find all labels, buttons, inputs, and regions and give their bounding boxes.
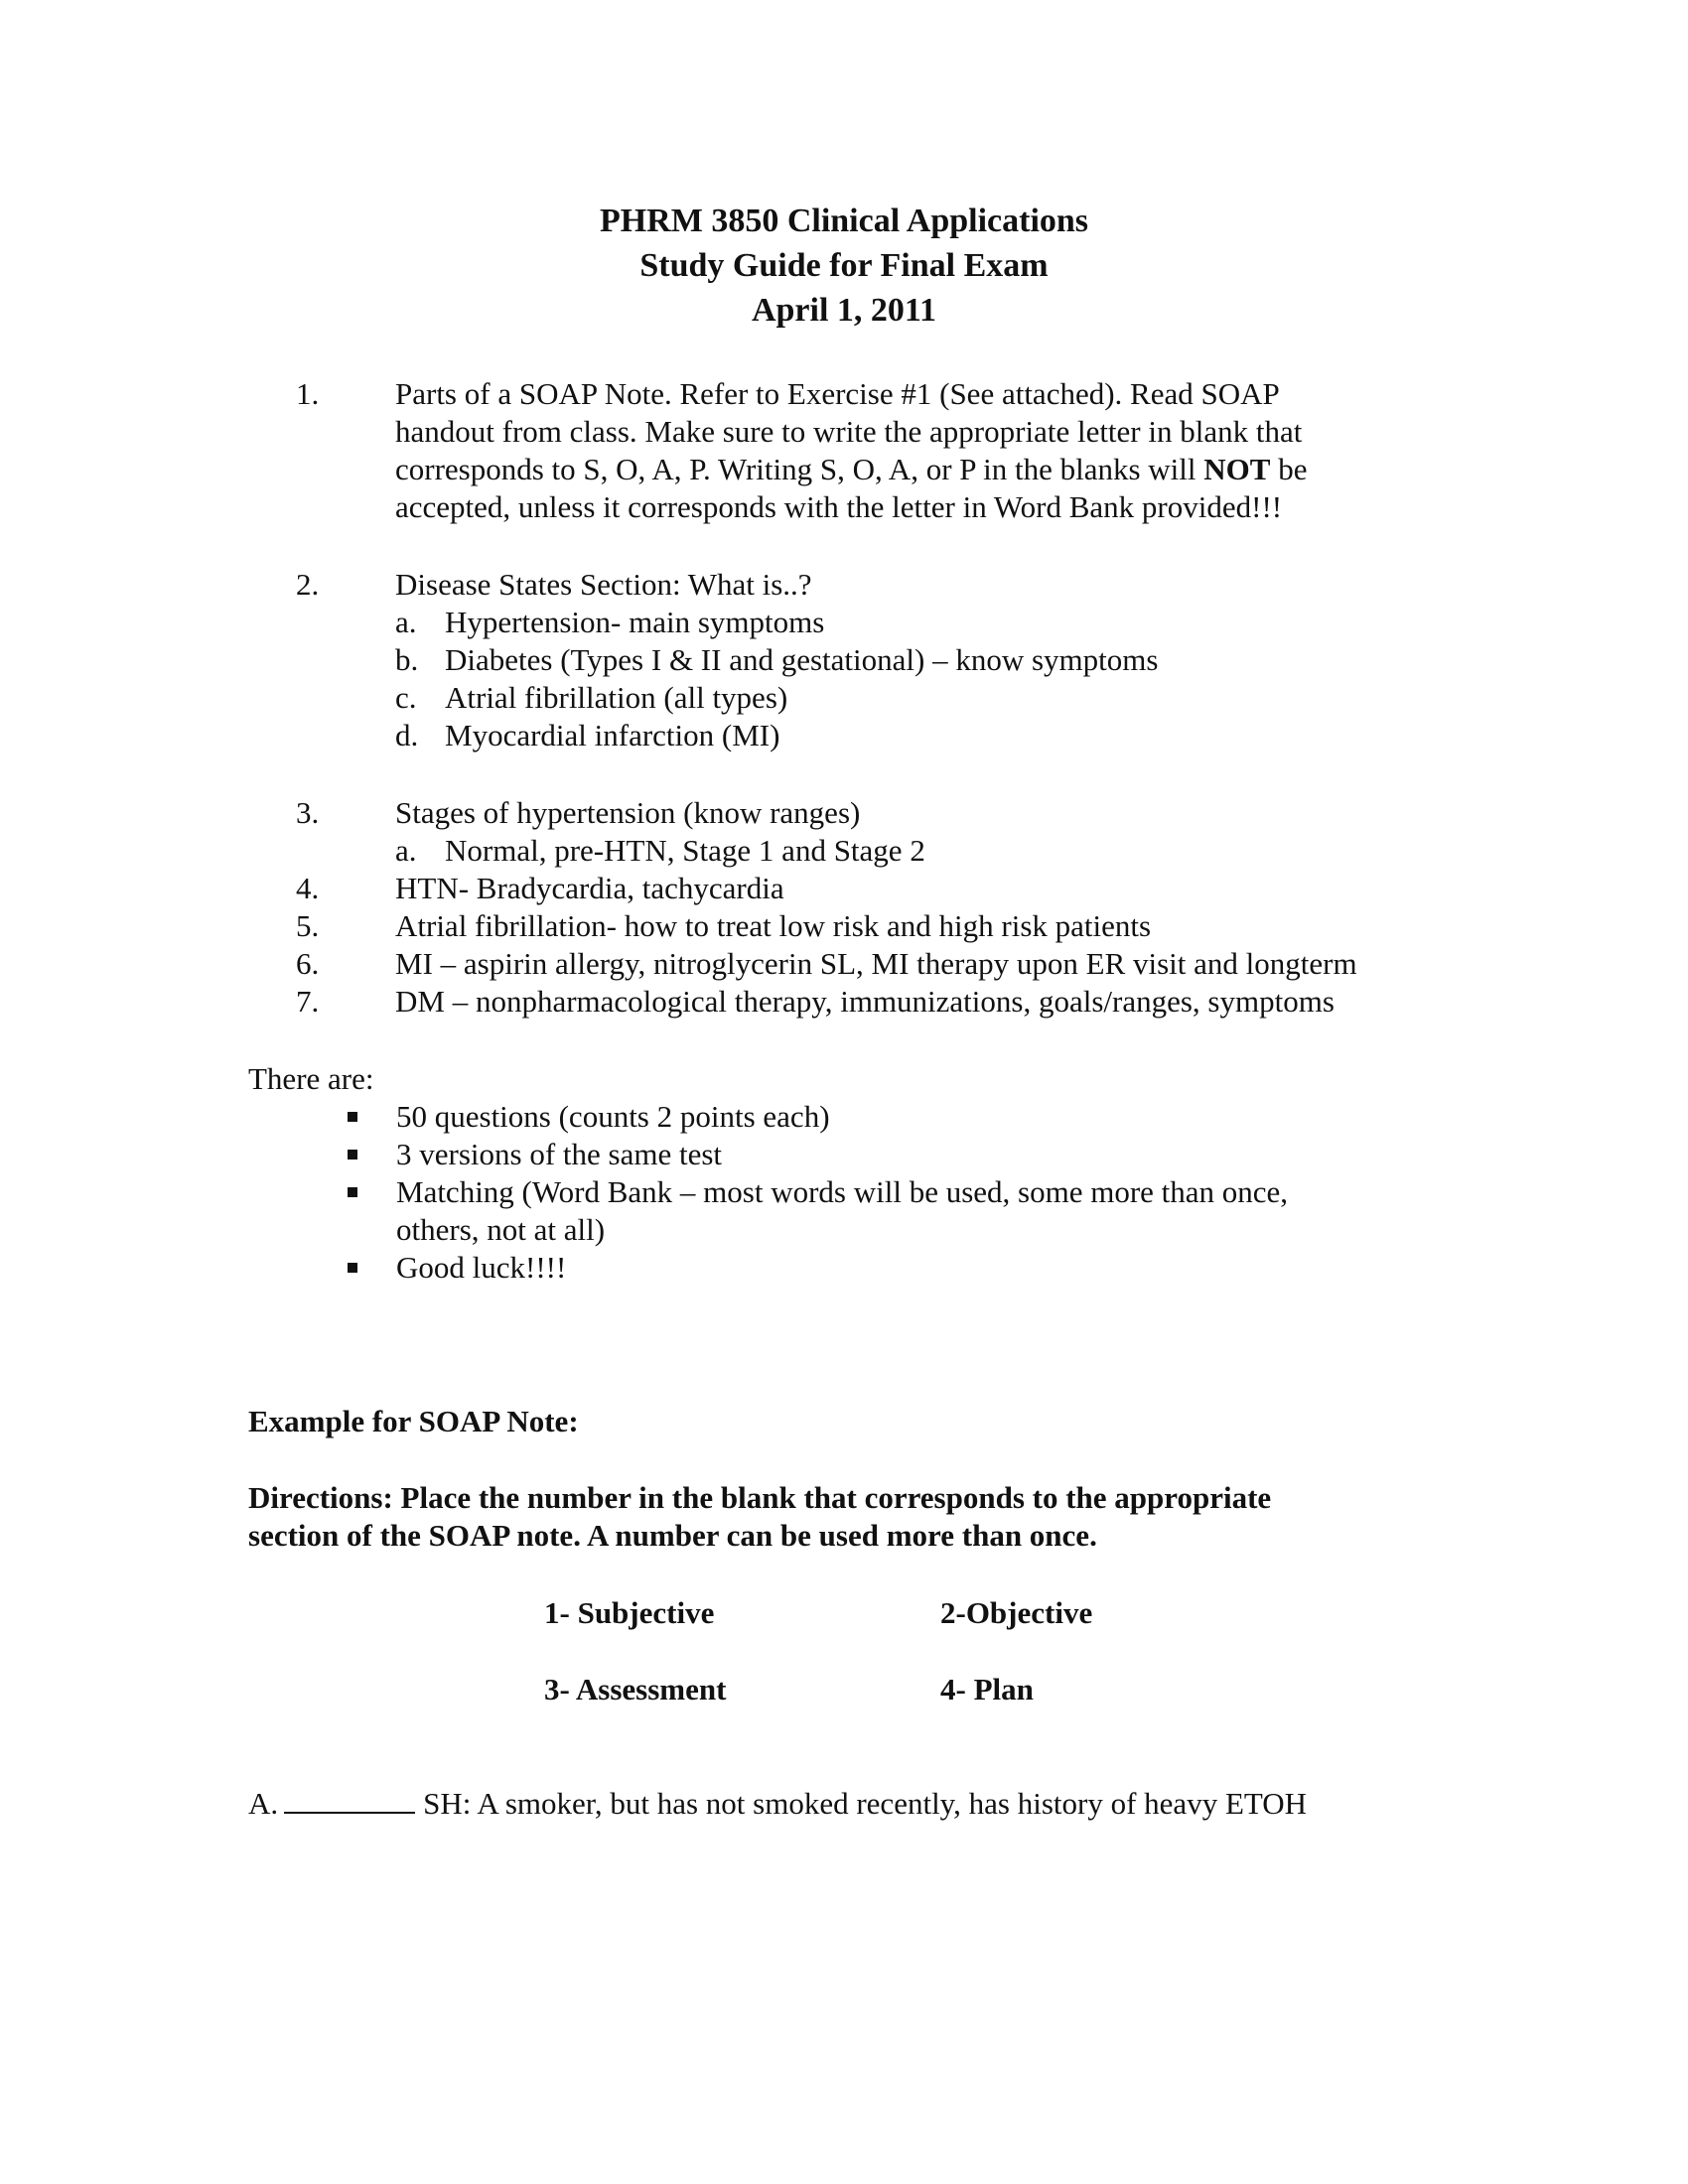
item-line [395,451,1527,488]
square-bullet-icon [348,1263,357,1273]
item-line-part: corresponds to S, O, A, P. Writing S, O, A, or P in the blanks will [395,452,1204,486]
directions [248,1479,1420,1555]
directions-line: section of the SOAP note. A number can be used more than once. [248,1518,1097,1553]
guide-title: Study Guide for Final Exam [639,247,1049,284]
square-bullet-icon [348,1187,357,1197]
sub-item-letter: c. [395,680,417,715]
sub-item-text: Diabetes (Types I & II and gestational) – know symptoms [445,642,1159,677]
sub-item-letter: b. [395,642,419,677]
bullet-text [396,1173,1409,1249]
sub-item-letter: a. [395,605,417,639]
square-bullet-icon [348,1112,357,1122]
word-bank-plan: 4- Plan [940,1672,1034,1706]
item-text [395,375,1527,526]
item-text: MI – aspirin allergy, nitroglycerin SL, MI therapy upon ER visit and longterm [395,946,1357,981]
bullet-line: Matching (Word Bank – most words will be used, some more than once, [396,1174,1289,1209]
document-title [0,199,1688,333]
item-text: Stages of hypertension (know ranges) [395,795,861,830]
item-number: 6. [296,946,320,981]
square-bullet-icon [348,1150,357,1160]
item-number: 5. [296,908,320,943]
answer-blank[interactable] [284,1784,415,1814]
word-bank-subjective: 1- Subjective [544,1595,715,1630]
bullet-text: Good luck!!!! [396,1250,567,1285]
sub-item [395,832,1487,870]
sub-item-text: Hypertension- main symptoms [445,605,825,639]
sub-item-text: Atrial fibrillation (all types) [445,680,788,715]
item-text: DM – nonpharmacological therapy, immunizations, goals/ranges, symptoms [395,984,1335,1019]
item-text: Atrial fibrillation- how to treat low risk and high risk patients [395,908,1152,943]
word-bank-assessment: 3- Assessment [544,1672,727,1706]
question-label: A. [248,1786,279,1821]
item-line: handout from class. Make sure to write the appropriate letter in blank that [395,414,1303,449]
item-text: HTN- Bradycardia, tachycardia [395,871,784,905]
item-number: 4. [296,871,320,905]
example-heading: Example for SOAP Note: [248,1404,579,1438]
sub-item-text: Myocardial infarction (MI) [445,718,780,752]
sub-item-text: Normal, pre-HTN, Stage 1 and Stage 2 [445,833,925,868]
bullet-line: others, not at all) [396,1212,606,1247]
course-title: PHRM 3850 Clinical Applications [599,203,1089,239]
question-a [248,1784,1539,1823]
directions-line: Directions: Place the number in the blank that corresponds to the appropriate [248,1480,1272,1515]
sub-item [395,679,1487,717]
word-bank-objective: 2-Objective [940,1595,1093,1630]
there-are-label: There are: [248,1061,374,1096]
sub-item-letter: d. [395,718,419,752]
item-line: accepted, unless it corresponds with the letter in Word Bank provided!!! [395,489,1283,524]
question-text: SH: A smoker, but has not smoked recently, has history of heavy ETOH [423,1786,1308,1821]
sub-item-letter: a. [395,833,417,868]
item-number: 2. [296,567,320,602]
sub-item [395,604,1487,641]
item-number: 1. [296,376,320,411]
emphasis-not: NOT [1203,452,1271,486]
bullet-text: 50 questions (counts 2 points each) [396,1099,830,1134]
bullet-text: 3 versions of the same test [396,1137,723,1171]
item-line: Parts of a SOAP Note. Refer to Exercise #1 (See attached). Read SOAP [395,376,1280,411]
item-number: 7. [296,984,320,1019]
exam-date: April 1, 2011 [751,292,937,329]
sub-item [395,641,1487,679]
item-text: Disease States Section: What is..? [395,567,812,602]
sub-item [395,717,1487,754]
item-number: 3. [296,795,320,830]
item-line-part: be [1270,452,1308,486]
